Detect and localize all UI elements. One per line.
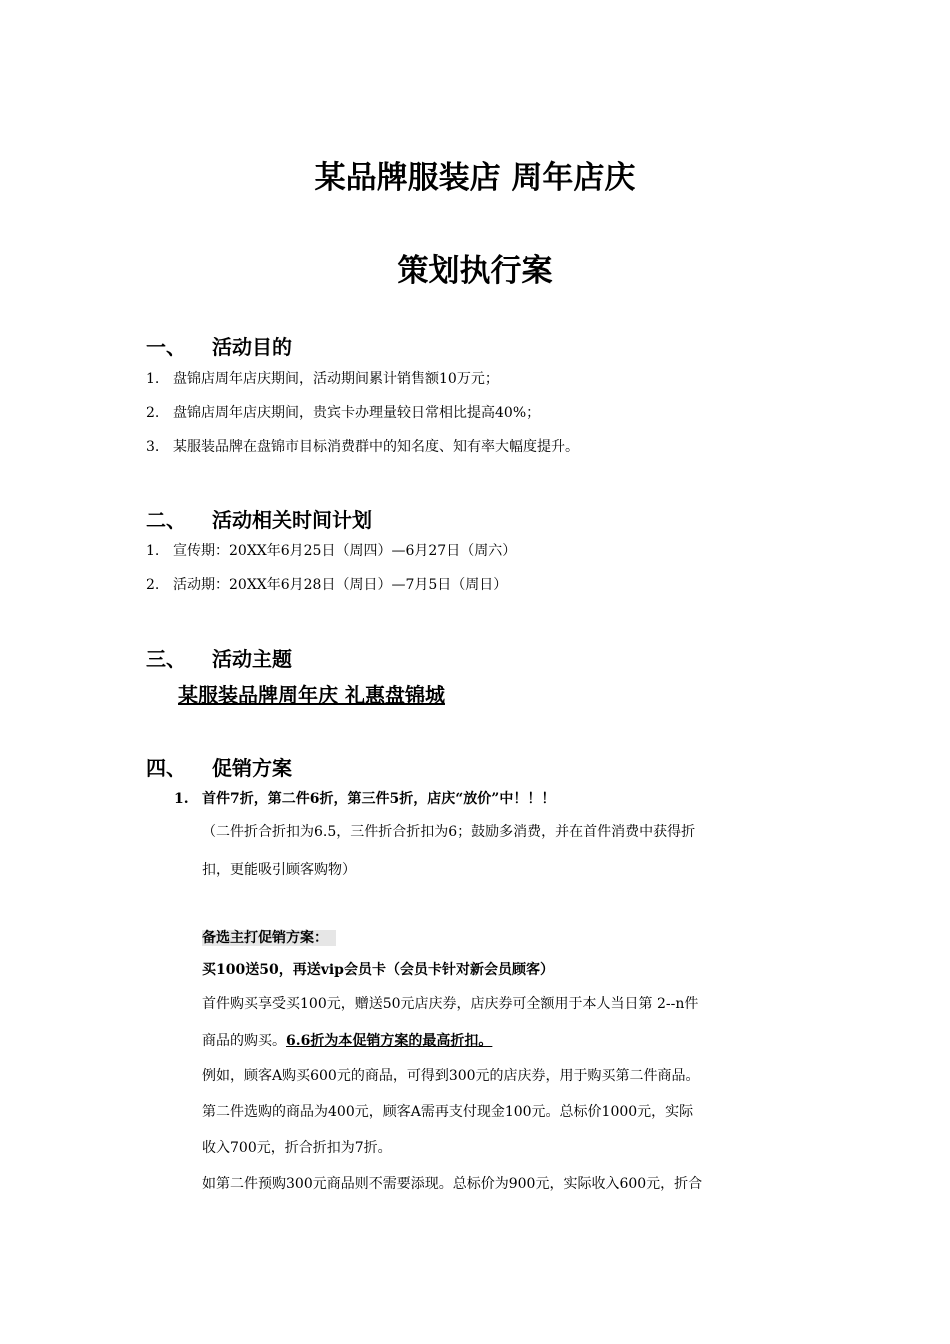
list-item: 2. 活动期：20XX年6月28日（周日）—7月5日（周日） (146, 577, 508, 593)
section-heading-4 (146, 752, 292, 781)
list-item: 1. 宣传期：20XX年6月25日（周四）—6月27日（周六） (146, 543, 517, 559)
paragraph-line: 收入700元，折合折扣为7折。 (202, 1140, 392, 1156)
section-number: 三、 (146, 647, 186, 671)
section-title: 活动目的 (212, 335, 292, 359)
section-number: 二、 (146, 508, 186, 532)
section-title: 活动相关时间计划 (212, 508, 372, 532)
section-number: 四、 (146, 756, 186, 780)
section-heading-1 (146, 331, 292, 360)
activity-theme: 某服装品牌周年庆 礼惠盘锦城 (178, 683, 445, 707)
paragraph-line: 第二件选购的商品为400元，顾客A需再支付现金100元。总标价1000元，实际 (202, 1104, 694, 1120)
section-heading-3 (146, 643, 292, 672)
list-item: 1. 盘锦店周年店庆期间，活动期间累计销售额10万元； (146, 371, 499, 387)
promo-item-1: 1. 首件7折，第二件6折，第三件5折，店庆“放价”中！！！ (174, 791, 556, 807)
paragraph-line: 例如，顾客A购买600元的商品，可得到300元的店庆券，用于购买第二件商品。 (202, 1068, 700, 1084)
section-title: 活动主题 (212, 647, 292, 671)
alt-plan-title: 买100送50，再送vip会员卡（会员卡针对新会员顾客） (202, 962, 554, 978)
list-item: 2. 盘锦店周年店庆期间，贵宾卡办理量较日常相比提高40%； (146, 405, 541, 421)
promo-note-line: 扣，更能吸引顾客购物） (202, 862, 356, 878)
paragraph-line: 如第二件预购300元商品则不需要添现。总标价为900元，实际收入600元，折合 (202, 1176, 703, 1192)
section-heading-2 (146, 504, 372, 533)
paragraph-line: 首件购买享受买100元，赠送50元店庆券，店庆券可全额用于本人当日第 2--n件 (202, 996, 699, 1012)
section-number: 一、 (146, 335, 186, 359)
max-discount-note: 6.6折为本促销方案的最高折扣。 (286, 1033, 493, 1049)
promo-note-line: （二件折合折扣为6.5，三件折合折扣为6；鼓励多消费，并在首件消费中获得折 (202, 824, 696, 840)
list-item: 3. 某服装品牌在盘锦市目标消费群中的知名度、知有率大幅度提升。 (146, 439, 579, 455)
section-title: 促销方案 (212, 756, 292, 780)
paragraph-line: 商品的购买。6.6折为本促销方案的最高折扣。 (202, 1033, 493, 1049)
document-title: 某品牌服装店 周年店庆 (314, 160, 636, 196)
document-subtitle: 策划执行案 (397, 253, 553, 289)
alt-plan-heading: 备选主打促销方案： (202, 928, 336, 948)
